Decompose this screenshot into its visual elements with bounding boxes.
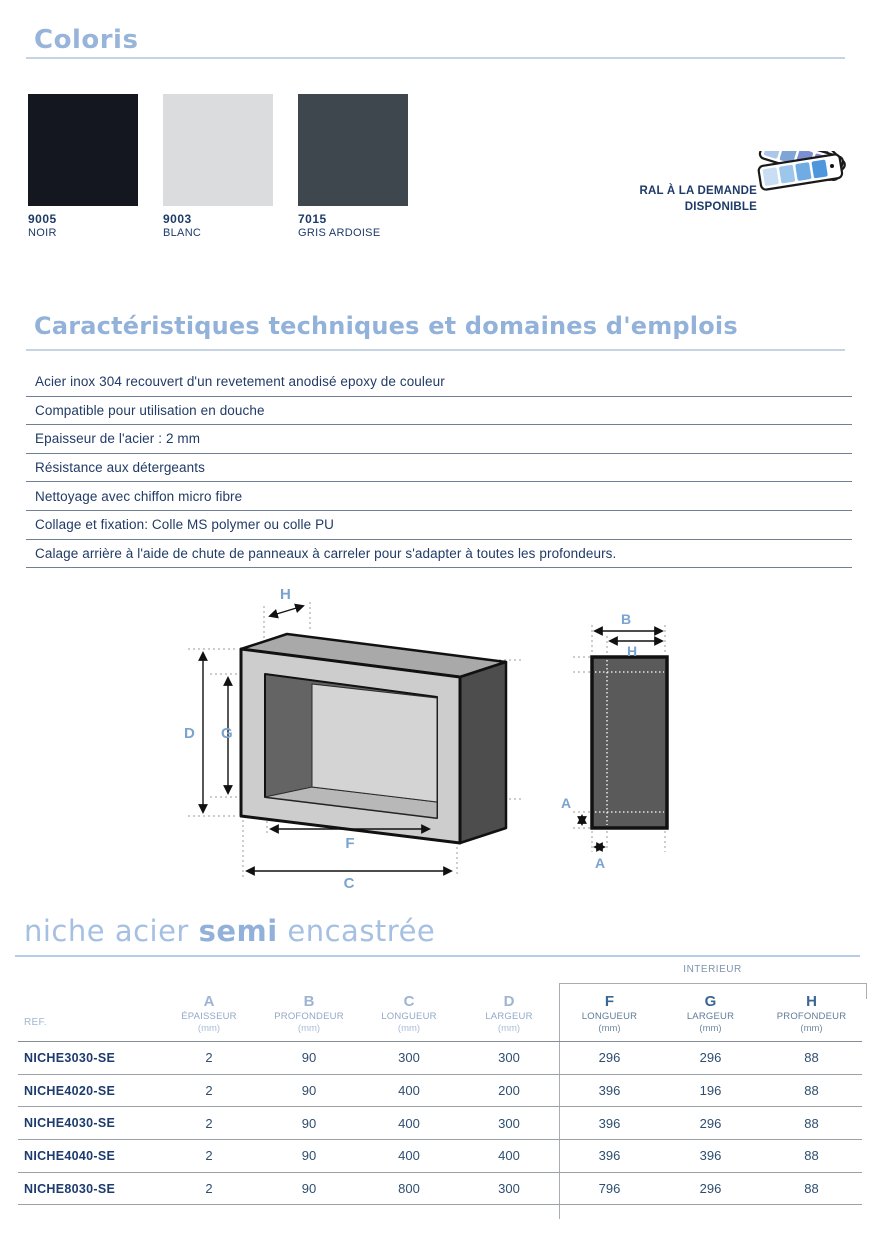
dim-label-a-left: A [560,795,572,811]
row-value: 296 [699,1181,722,1197]
column-header-f [559,983,660,1041]
spec-item-text: Acier inox 304 recouvert d'un revetement anodisé epoxy de couleur [35,374,445,390]
table-row [18,1075,862,1108]
column-unit: (mm) [297,1023,321,1034]
row-value: 88 [804,1181,819,1197]
column-unit: (mm) [197,1023,221,1034]
ral-note [597,183,757,215]
row-ref: NICHE8030-SE [24,1181,116,1196]
spec-item [26,454,852,483]
row-value: 300 [498,1181,520,1197]
column-label: LONGUEUR [581,1011,638,1022]
row-value: 88 [804,1148,819,1164]
spec-item [26,425,852,454]
divider [15,955,860,957]
row-value: 400 [398,1083,420,1099]
column-unit: (mm) [598,1023,621,1034]
color-swatch-box [163,94,273,206]
row-ref: NICHE4020-SE [24,1083,116,1098]
color-name: NOIR [28,227,57,239]
column-unit: (mm) [800,1023,823,1034]
table-row [18,1140,862,1173]
row-value: 2 [205,1083,213,1099]
spec-item-text: Calage arrière à l'aide de chute de panneaux à carreler pour s'adapter à toutes les profondeurs. [35,545,617,561]
ral-note-line1: RAL À LA DEMANDE [639,185,757,197]
column-unit: (mm) [397,1023,421,1034]
row-value: 296 [699,1115,722,1131]
spec-item-text: Résistance aux détergeants [35,460,205,476]
column-header-g [660,983,761,1041]
interieur-group-label: INTERIEUR [683,964,742,975]
divider [26,57,845,59]
table-row [18,1042,862,1075]
caracteristiques-title: Caractéristiques techniques et domaines d'emplois [34,312,738,340]
row-value: 196 [699,1083,722,1099]
column-label: LARGEUR [485,1011,533,1022]
product-title [24,914,435,948]
iso-interior-back [312,684,437,802]
row-value: 2 [205,1181,213,1197]
niche-section-diagram [540,580,760,900]
column-label: LARGEUR [686,1011,735,1022]
product-title-prefix: niche acier [24,914,199,948]
column-header-h [761,983,862,1041]
spec-list [26,368,852,568]
fan-color-chip [779,165,795,184]
spec-item-text: Compatible pour utilisation en douche [35,402,265,418]
spec-item [26,482,852,511]
dim-label-h: H [280,586,291,603]
spec-item-text: Collage et fixation: Colle MS polymer ou colle PU [35,517,335,533]
section-body [592,657,667,828]
interieur-outline-stub [866,984,867,999]
row-value: 396 [598,1083,621,1099]
ral-note-line2: DISPONIBLE [684,201,757,214]
dim-label-a-bottom: A [594,855,606,871]
table-body [18,1042,862,1205]
row-value: 200 [498,1083,520,1099]
row-value: 300 [498,1050,520,1066]
table-row [18,1173,862,1206]
color-code: 9005 [28,212,57,226]
column-header-d [459,983,559,1041]
fan-color-chip [795,162,811,181]
color-swatch-9003 [163,94,273,239]
row-value: 2 [205,1148,213,1164]
dim-label-g: G [221,725,233,742]
ral-fan-icon [757,151,851,238]
row-value: 300 [398,1050,420,1066]
column-letter: H [806,993,817,1010]
column-header-a [159,983,259,1041]
dim-label-c: C [343,875,355,892]
row-value: 2 [205,1050,213,1066]
iso-right-face [460,662,506,843]
row-value: 88 [804,1115,819,1131]
column-letter: D [503,993,515,1010]
row-value: 90 [301,1181,317,1197]
row-value: 88 [804,1050,819,1066]
row-value: 396 [598,1115,621,1131]
color-name: BLANC [163,227,202,239]
spec-item [26,368,852,397]
row-value: 90 [301,1148,317,1164]
spec-item [26,397,852,426]
color-swatch-7015 [298,94,408,239]
dim-label-h2: H [626,643,638,659]
color-swatch-box [298,94,408,206]
color-name: GRIS ARDOISE [298,227,381,239]
row-value: 296 [699,1050,722,1066]
row-value: 400 [398,1115,420,1131]
dim-label-f: F [345,835,355,852]
column-letter: F [604,993,615,1010]
fan-rivet [830,164,834,168]
row-value: 396 [598,1148,621,1164]
column-letter: C [403,993,415,1010]
column-header-b [259,983,359,1041]
row-value: 796 [598,1181,621,1197]
column-letter: B [303,993,315,1010]
row-ref: NICHE4030-SE [24,1116,116,1131]
row-value: 400 [398,1148,420,1164]
row-value: 2 [205,1115,213,1131]
fan-blades [758,151,847,190]
column-label: LONGUEUR [381,1011,437,1022]
row-value: 396 [699,1148,722,1164]
row-value: 400 [498,1148,520,1164]
column-unit: (mm) [699,1023,722,1034]
column-header-c [359,983,459,1041]
row-ref: NICHE3030-SE [24,1050,116,1065]
spec-item-text: Nettoyage avec chiffon micro fibre [35,488,243,504]
ref-column-header: REF. [24,1017,47,1028]
column-letter: A [203,993,215,1010]
column-letter: G [704,993,717,1010]
row-ref: NICHE4040-SE [24,1148,116,1163]
coloris-title: Coloris [34,25,139,55]
row-value: 88 [804,1083,819,1099]
spec-item [26,511,852,540]
fan-color-chip [763,167,779,186]
niche-iso-diagram [170,580,530,900]
fan-color-chip [811,159,827,178]
column-label: PROFONDEUR [274,1011,344,1022]
column-label: PROFONDEUR [776,1011,847,1022]
row-value: 800 [398,1181,420,1197]
row-value: 90 [301,1050,317,1066]
row-value: 90 [301,1115,317,1131]
color-swatch-list [28,94,408,239]
dim-label-d: D [184,725,195,742]
spec-item-text: Epaisseur de l'acier : 2 mm [35,431,201,447]
divider [26,349,845,351]
table-header [18,983,862,1042]
column-label: ÉPAISSEUR [181,1011,237,1022]
dim-label-b: B [620,611,632,627]
row-value: 300 [498,1115,520,1131]
color-swatch-9005 [28,94,138,239]
color-code: 9003 [163,212,192,226]
row-value: 296 [598,1050,621,1066]
column-unit: (mm) [497,1023,521,1034]
color-swatch-box [28,94,138,206]
row-value: 90 [301,1083,317,1099]
table-row [18,1107,862,1140]
product-title-bold: semi [198,914,278,948]
color-code: 7015 [298,212,327,226]
spec-item [26,540,852,569]
product-title-suffix: encastrée [277,914,436,948]
